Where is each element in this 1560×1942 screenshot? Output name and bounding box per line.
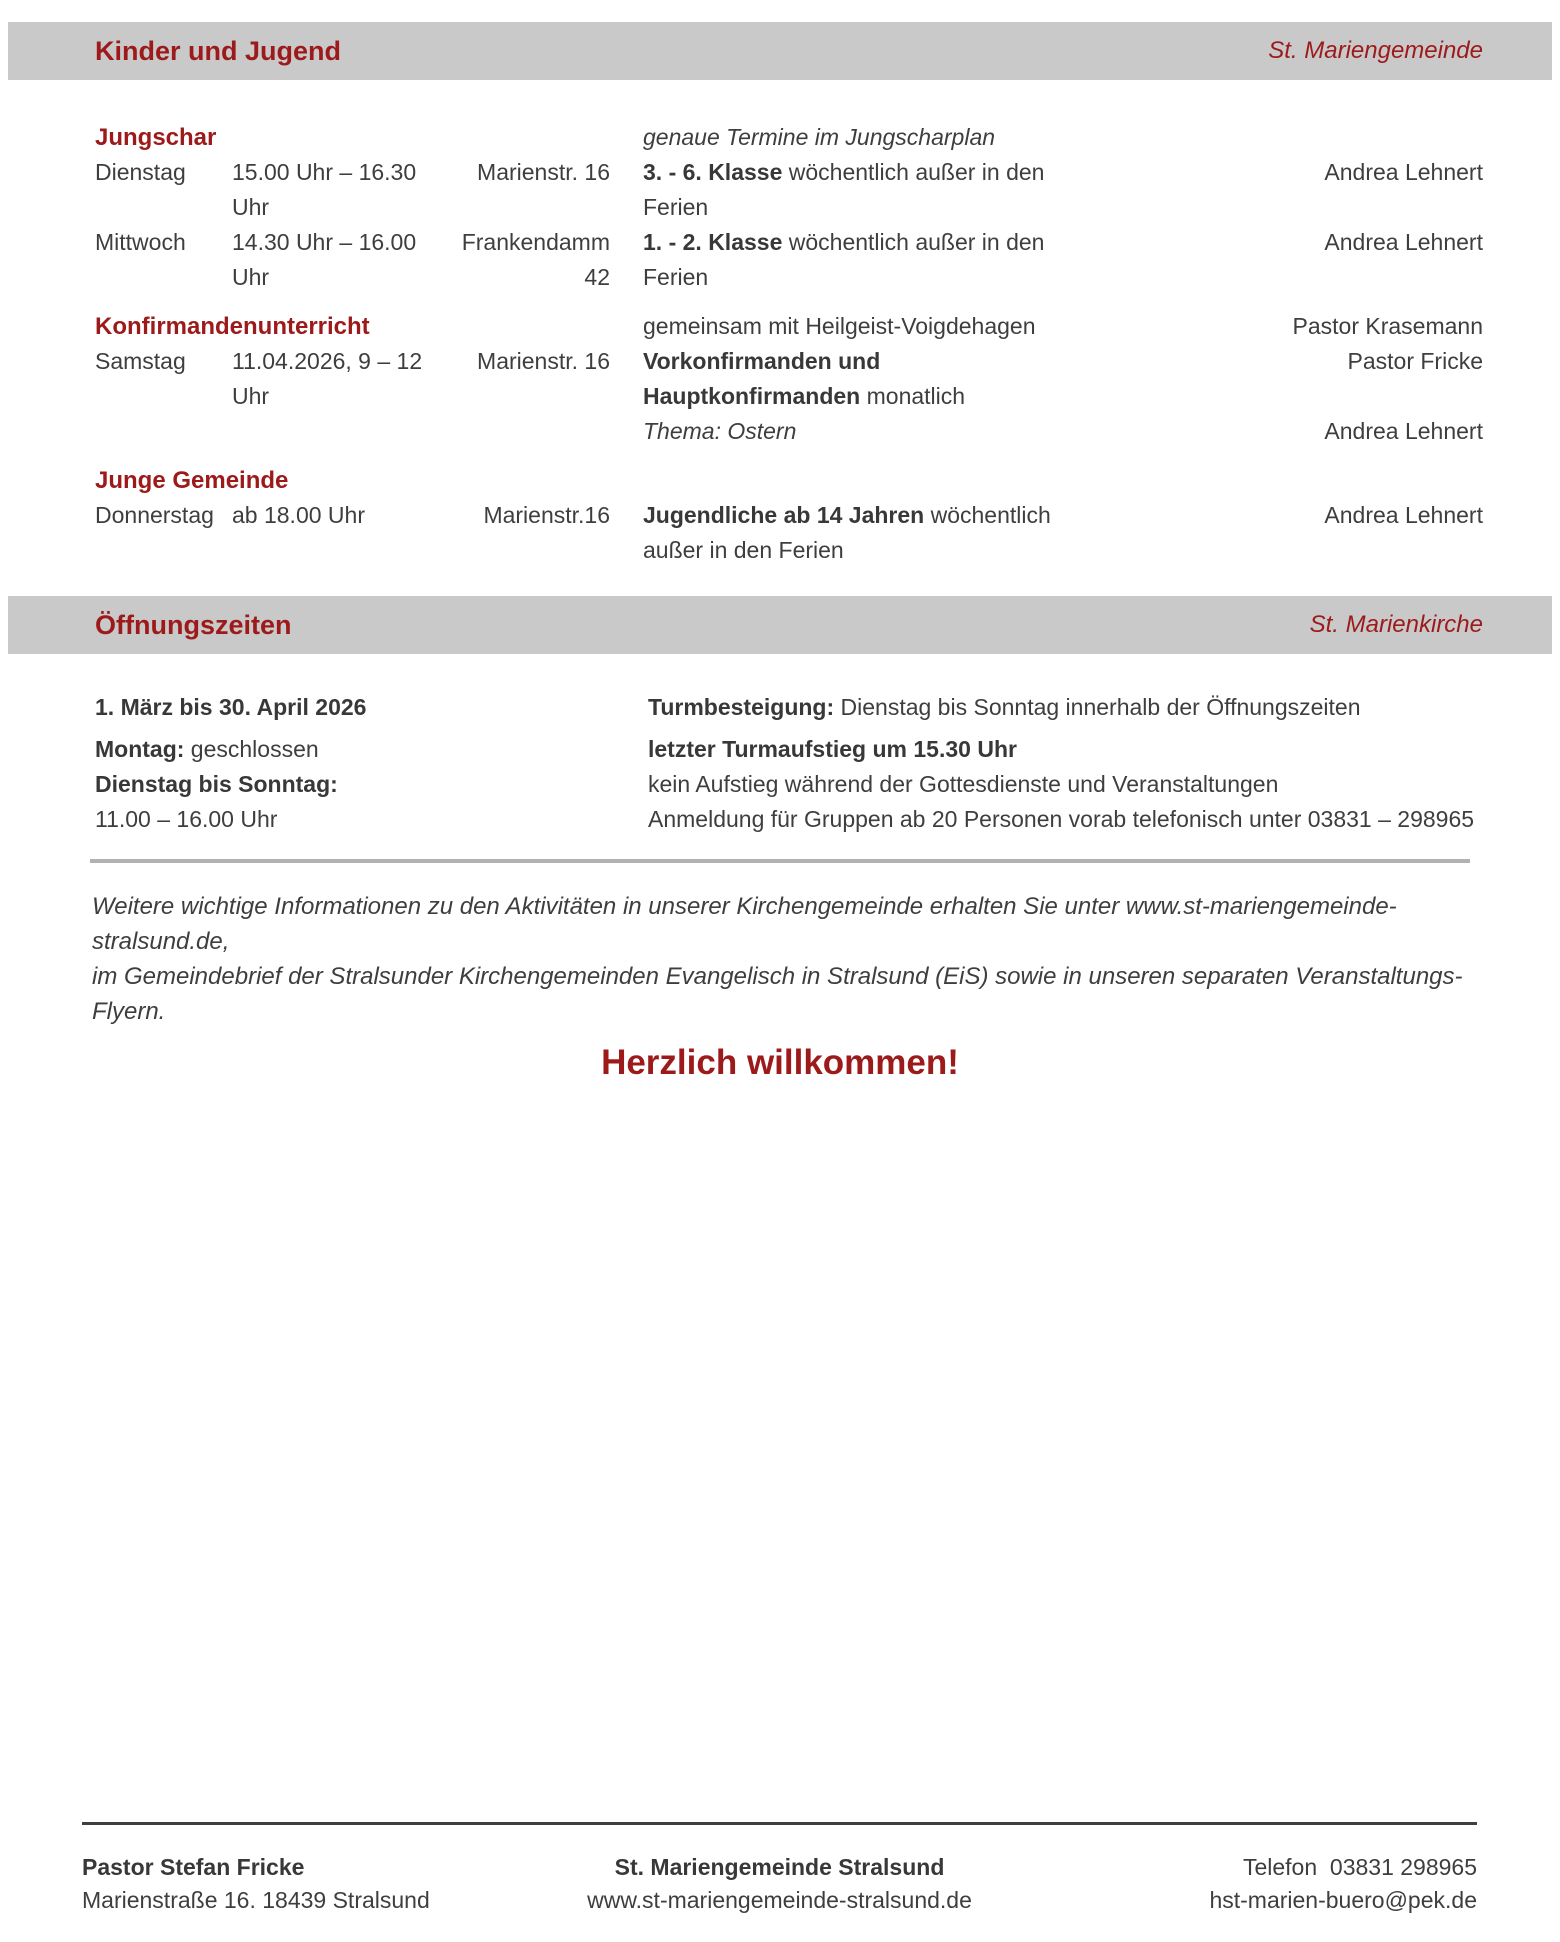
row-day: Samstag [95,348,186,374]
row-description [610,498,1083,568]
monday-hours [95,732,648,767]
footer-right [1012,1851,1477,1917]
group-person: Pastor Krasemann [1292,313,1483,339]
footer-center [547,1851,1012,1917]
schedule-row [95,414,1483,449]
info-line-1: Weitere wichtige Informationen zu den Aktivitäten in unserer Kirchengemeinde erhalten Sie unter www.st-mariengemeinde-stralsund.de, [92,893,1397,955]
group-note: gemeinsam mit Heilgeist-Voigdehagen [643,313,1036,339]
group-note: genaue Termine im Jungscharplan [643,124,996,150]
row-description [610,225,1083,295]
row-person: Andrea Lehnert [1324,159,1483,185]
row-time: ab 18.00 Uhr [232,502,365,528]
schedule-row [95,498,1483,568]
row-person: Andrea Lehnert [1324,418,1483,444]
opening-hours [0,654,1560,837]
row-place: Frankendamm 42 [461,229,610,290]
row-person: Andrea Lehnert [1324,502,1483,528]
group-name: Jungschar [95,124,217,151]
row-description [610,155,1083,225]
footer-pastor-name: Pastor Stefan Fricke [82,1854,305,1880]
row-day: Mittwoch [95,229,186,255]
row-description-bold: 3. - 6. Klasse [643,159,783,185]
row-description-rest: Thema: Ostern [643,418,797,444]
footer-columns [82,1851,1477,1917]
monday-label: Montag: [95,736,185,762]
schedule-kinder-und-jugend [0,80,1560,568]
row-description-rest: wöchentlich außer in den Ferien [643,502,1051,563]
group-name: Junge Gemeinde [95,467,289,494]
row-person: Andrea Lehnert [1324,229,1483,255]
row-description-bold: 1. - 2. Klasse [643,229,783,255]
info-line-2: im Gemeindebrief der Stralsunder Kirchengemeinden Evangelisch in Stralsund (EiS) sowie in unseren separaten Veranstaltungs-Flyern. [92,963,1463,1025]
row-description [610,344,1083,414]
section-title: Kinder und Jugend [95,35,341,66]
row-description-rest: wöchentlich außer in den Ferien [643,229,1045,290]
row-description-bold: Vorkonfirmanden und Hauptkonfirmanden [643,348,881,409]
section-subtitle: St. Mariengemeinde [1268,37,1483,64]
row-day: Donnerstag [95,502,214,528]
schedule-row [95,225,1483,295]
row-time: 15.00 Uhr – 16.30 Uhr [232,159,417,220]
section-subtitle: St. Marienkirche [1309,611,1483,638]
schedule-row [95,155,1483,225]
footer-rule [82,1822,1477,1825]
row-day: Dienstag [95,159,186,185]
row-description-rest: wöchentlich außer in den Ferien [643,159,1045,220]
row-description [610,414,1083,449]
welcome-headline: Herzlich willkommen! [601,1043,959,1082]
tower-climb-value: Dienstag bis Sonntag innerhalb der Öffnungszeiten [834,694,1361,720]
row-person: Pastor Fricke [1347,348,1483,374]
group-heading-konfirmandenunterricht [95,309,1483,344]
row-place: Marienstr. 16 [477,348,610,374]
opening-hours-right-column [648,690,1483,837]
date-range: 1. März bis 30. April 2026 [95,694,367,720]
row-time: 11.04.2026, 9 – 12 Uhr [232,348,423,409]
info-paragraph [92,889,1483,1029]
footer-website: www.st-mariengemeinde-stralsund.de [587,1887,972,1913]
monday-value: geschlossen [184,736,319,762]
divider-rule [90,859,1470,863]
row-place: Marienstr. 16 [477,159,610,185]
tuesday-sunday-label: Dienstag bis Sonntag: [95,771,338,797]
schedule-row [95,344,1483,414]
tower-climb [648,690,1483,725]
footer-email: hst-marien-buero@pek.de [1209,1887,1477,1913]
footer-left [82,1851,547,1917]
section-bar-kinder-und-jugend [8,22,1552,80]
footer [82,1822,1477,1917]
group-name: Konfirmandenunterricht [95,313,370,340]
row-description-bold: Jugendliche ab 14 Jahren [643,502,925,528]
footer-parish-name: St. Mariengemeinde Stralsund [614,1854,945,1880]
group-heading-jungschar [95,120,1483,155]
row-time: 14.30 Uhr – 16.00 Uhr [232,229,417,290]
tuesday-sunday-hours: 11.00 – 16.00 Uhr [95,806,278,832]
no-ascent-note: kein Aufstieg während der Gottesdienste und Veranstaltungen [648,771,1279,797]
tower-climb-label: Turmbesteigung: [648,694,835,720]
group-registration-note: Anmeldung für Gruppen ab 20 Personen vorab telefonisch unter 03831 – 298965 [648,806,1475,832]
section-title: Öffnungszeiten [95,609,292,640]
footer-phone: Telefon 03831 298965 [1242,1854,1477,1880]
opening-hours-left-column [95,690,648,837]
group-heading-junge-gemeinde [95,463,1483,498]
row-description-rest: monatlich [860,383,966,409]
section-bar-oeffnungszeiten [8,596,1552,654]
footer-address: Marienstraße 16. 18439 Stralsund [82,1887,430,1913]
last-ascent: letzter Turmaufstieg um 15.30 Uhr [648,736,1017,762]
row-place: Marienstr.16 [483,502,610,528]
